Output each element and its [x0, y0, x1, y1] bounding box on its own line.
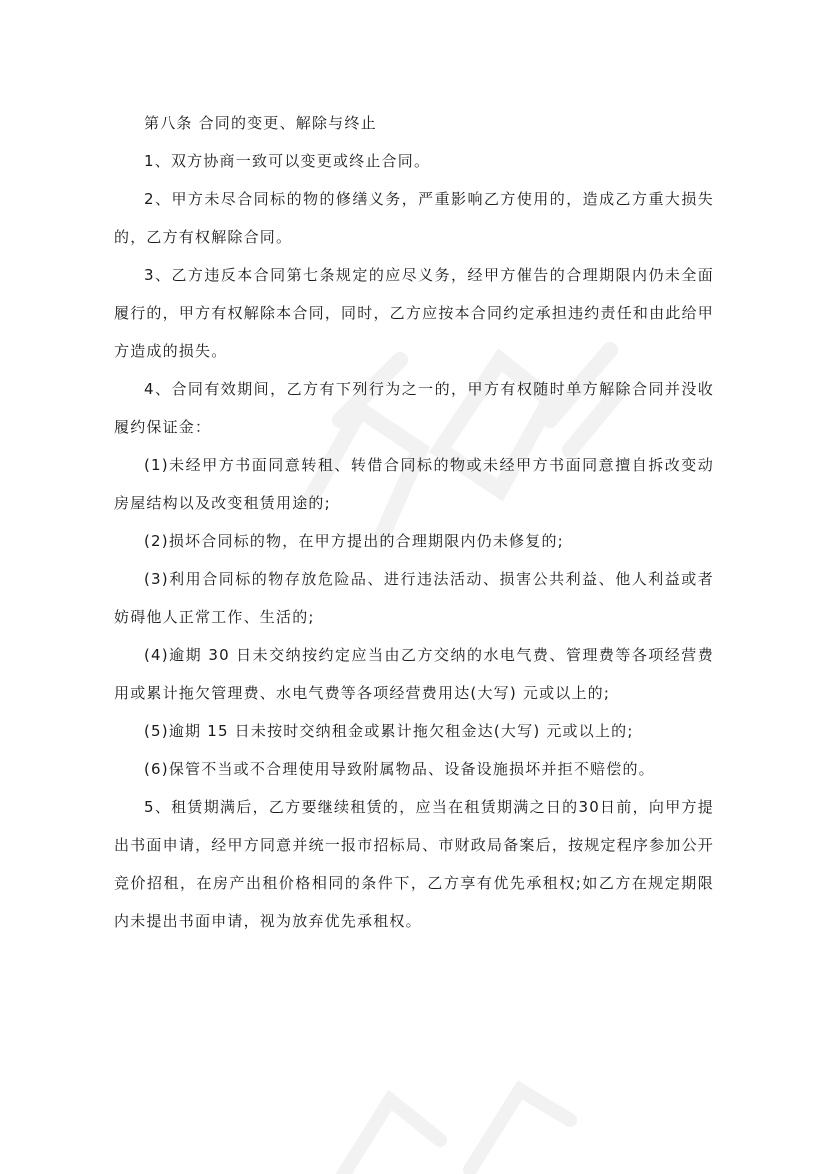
watermark-mark-lower — [300, 1060, 600, 1174]
clause-4-item-2: (2)损坏合同标的物，在甲方提出的合理期限内仍未修复的; — [144, 532, 564, 550]
clause-2: 2、甲方未尽合同标的物的修缮义务，严重影响乙方使用的，造成乙方重大损失的，乙方有权解除合同。 — [114, 190, 714, 246]
clause-4-item-4: (4)逾期 30 日未交纳按约定应当由乙方交纳的水电气费、管理费等各项经营费用或累计拖欠管理费、水电气费等各项经营费用达(大写) 元或以上的; — [114, 646, 714, 702]
clause-4-item-5: (5)逾期 15 日未按时交纳租金或累计拖欠租金达(大写) 元或以上的; — [144, 722, 634, 740]
clause-3: 3、乙方违反本合同第七条规定的应尽义务，经甲方催告的合理期限内仍未全面履行的，甲方有权解除本合同，同时，乙方应按本合同约定承担违约责任和由此给甲方造成的损失。 — [114, 266, 714, 360]
clause-4-item-1: (1)未经甲方书面同意转租、转借合同标的物或未经甲方书面同意擅自拆改变动房屋结构以及改变租赁用途的; — [114, 456, 714, 512]
document-body — [114, 104, 714, 940]
clause-5: 5、租赁期满后，乙方要继续租赁的，应当在租赁期满之日的30日前，向甲方提出书面申请，经甲方同意并统一报市招标局、市财政局备案后，按规定程序参加公开竞价招租，在房产出租价格相同的条件下，乙方享有优先承租权;如乙方在规定期限内未提出书面申请，视为放弃优先承租权。 — [114, 798, 714, 930]
clause-1: 1、双方协商一致可以变更或终止合同。 — [144, 152, 431, 170]
clause-4: 4、合同有效期间，乙方有下列行为之一的，甲方有权随时单方解除合同并没收履约保证金： — [114, 380, 714, 436]
clause-4-item-6: (6)保管不当或不合理使用导致附属物品、设备设施损坏并拒不赔偿的。 — [144, 760, 655, 778]
clause-4-item-3: (3)利用合同标的物存放危险品、进行违法活动、损害公共利益、他人利益或者妨碍他人正常工作、生活的; — [114, 570, 714, 626]
section-heading: 第八条 合同的变更、解除与终止 — [144, 114, 377, 132]
